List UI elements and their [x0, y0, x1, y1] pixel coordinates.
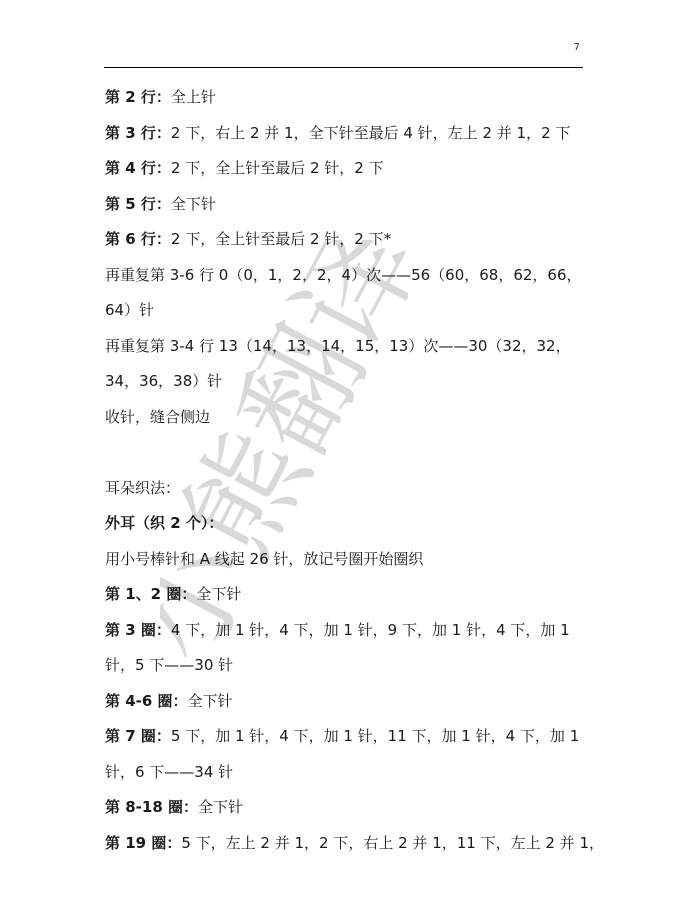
pattern-line: [105, 719, 585, 755]
line-label: 第 8-18 圈：: [105, 798, 198, 816]
line-text: 收针，缝合侧边: [105, 407, 211, 426]
line-text: 再重复第 3-4 行 13（14，13，14，15，13）次——30（32，32，: [105, 336, 571, 355]
pattern-line: [105, 790, 585, 826]
line-label: 第 6 行：: [105, 230, 171, 248]
pattern-line: [105, 577, 585, 613]
line-label: 第 3 行：: [105, 123, 171, 142]
line-text: 针，5 下——30 针: [105, 656, 234, 674]
line-label: 第 5 行：: [105, 194, 171, 213]
line-text: 5 下，左上 2 并 1，2 下，右上 2 并 1，11 下，左上 2 并 1，: [181, 833, 604, 852]
line-text: 64）针: [105, 301, 155, 319]
line-label: 第 4-6 圈：: [105, 691, 188, 710]
document-body: [105, 80, 604, 861]
line-text: 全下针: [170, 194, 216, 213]
pattern-line: [105, 542, 585, 578]
pattern-line: [105, 80, 585, 116]
page-number: 7: [573, 42, 580, 53]
line-label: 第 3 圈：: [105, 620, 171, 639]
pattern-line: [105, 613, 585, 649]
pattern-line: [105, 293, 585, 329]
line-text: 2 下，右上 2 并 1，全下针至最后 4 针，左上 2 并 1，2 下: [170, 123, 571, 142]
pattern-line: [105, 329, 585, 365]
line-text: 全下针: [196, 585, 242, 603]
pattern-line: [105, 755, 585, 791]
line-text: 再重复第 3-6 行 0（0，1，2，2，4）次——56（60，68，62，66，: [105, 265, 582, 284]
line-text: 用小号棒针和 A 线起 26 针，放记号圈开始圈织: [105, 549, 424, 568]
pattern-line: [105, 258, 585, 294]
blank-line: [105, 435, 585, 471]
pattern-line: [105, 187, 585, 223]
line-text: 2 下，全上针至最后 2 针，2 下*: [170, 230, 392, 248]
line-label: 第 19 圈：: [105, 833, 182, 852]
pattern-line: [105, 151, 585, 187]
header-rule: [104, 67, 583, 68]
line-text: 全下针: [187, 691, 233, 710]
line-label: 第 4 行：: [105, 159, 171, 177]
line-label: 第 1、2 圈：: [105, 585, 197, 603]
line-text: 针，6 下——34 针: [105, 762, 234, 781]
line-text: 耳朵织法：: [105, 478, 181, 497]
subsection-heading: [105, 506, 585, 542]
line-text: 全上针: [170, 88, 216, 106]
line-text: 34，36，38）针: [105, 372, 223, 390]
line-text: 5 下，加 1 针，4 下，加 1 针，11 下，加 1 针，4 下，加 1: [170, 727, 580, 745]
pattern-line: [105, 648, 585, 684]
pattern-line: [105, 684, 585, 720]
pattern-line: [105, 400, 585, 436]
pattern-line: [105, 116, 585, 152]
section-heading: [105, 471, 585, 507]
line-label: 第 2 行：: [105, 88, 171, 106]
line-text: 2 下，全上针至最后 2 针，2 下: [170, 159, 384, 177]
line-text: 4 下，加 1 针，4 下，加 1 针，9 下，加 1 针，4 下，加 1: [170, 620, 570, 639]
line-text: 全下针: [197, 798, 243, 816]
line-label: 外耳（织 2 个）：: [105, 514, 224, 532]
pattern-line: [105, 222, 585, 258]
line-label: 第 7 圈：: [105, 727, 171, 745]
pattern-line: [105, 826, 604, 862]
pattern-line: [105, 364, 585, 400]
watermark-text: 小熊翻译: [160, 240, 447, 684]
